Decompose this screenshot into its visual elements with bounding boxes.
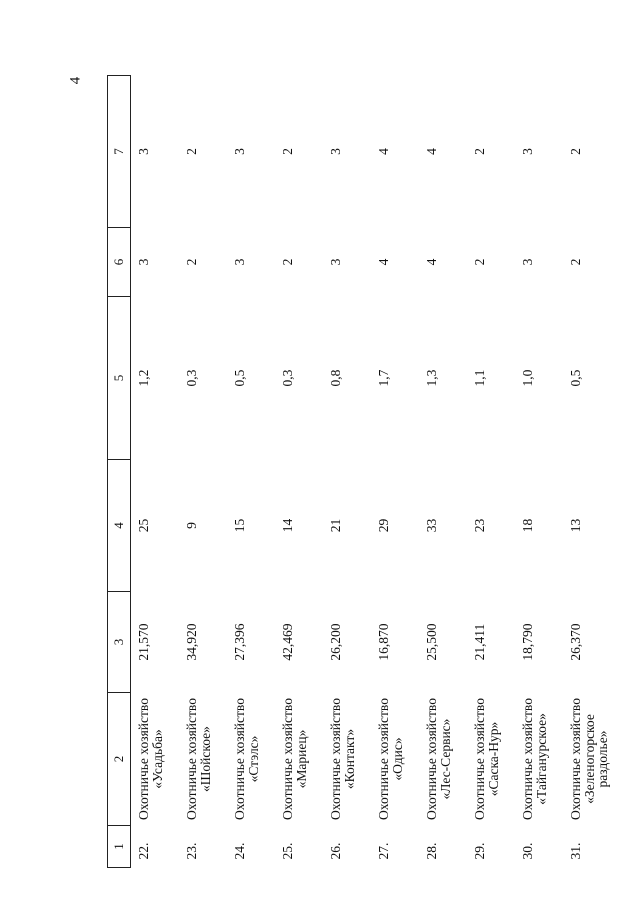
farm-name-line: Охотничье хозяйство [328, 698, 343, 820]
header-cell: 3 [108, 592, 131, 693]
farm-name-line: «Шойское» [197, 726, 213, 792]
farm-name-line: «Стэлс» [245, 735, 261, 783]
table-row [419, 76, 467, 868]
farm-name [569, 698, 610, 820]
table-row [323, 76, 371, 868]
farm-name-line: «Лес-Сервис» [437, 718, 453, 800]
header-cell: 4 [108, 460, 131, 592]
value-cell-c5: 1,7 [376, 369, 391, 387]
row-number: 31. [568, 842, 583, 860]
value-cell-c6: 3 [232, 258, 247, 266]
value-cell-c3: 25,500 [424, 623, 439, 661]
value-cell-c6: 3 [328, 258, 343, 266]
value-cell-c3: 16,870 [376, 623, 391, 661]
value-cell-c6: 3 [520, 258, 535, 266]
value-cell-c5: 1,1 [472, 369, 487, 387]
farm-name-line: «Одис» [389, 737, 405, 781]
value-cell-c7: 3 [328, 148, 343, 155]
row-number: 29. [472, 842, 487, 860]
farm-name [233, 698, 260, 820]
farm-name-line: Охотничье хозяйство [136, 698, 151, 820]
farm-name-cell [371, 693, 419, 826]
value-cell-c4: 14 [280, 518, 295, 533]
farm-name-line: Охотничье хозяйство [184, 698, 199, 820]
row-number: 27. [376, 842, 391, 860]
farm-name-line: «Усадьба» [149, 729, 165, 789]
value-cell-c5: 1,2 [136, 369, 151, 387]
value-cell-c3: 42,469 [280, 623, 295, 661]
header-cell: 7 [108, 76, 131, 228]
rotated-page [107, 76, 610, 868]
farm-name-line: Охотничье хозяйство [280, 698, 295, 820]
farm-name [377, 698, 404, 820]
value-cell-c6: 4 [424, 258, 439, 266]
farm-name-line: Охотничье хозяйство [568, 698, 583, 820]
farm-name [281, 698, 308, 820]
value-cell-c4: 13 [568, 518, 583, 533]
page-number: 4 [67, 76, 84, 85]
row-number: 28. [424, 842, 439, 860]
value-cell-c5: 1,0 [520, 369, 535, 387]
table-body [131, 76, 612, 868]
farm-name [329, 698, 356, 820]
header-cell: 2 [108, 693, 131, 826]
farm-name-cell [515, 693, 563, 826]
value-cell-c5: 0,3 [184, 369, 199, 387]
table-row [179, 76, 227, 868]
row-number: 24. [232, 842, 247, 860]
farm-name-cell [227, 693, 275, 826]
farm-name [473, 698, 500, 820]
farm-name-cell [419, 693, 467, 826]
farm-name-line: раздолье» [595, 730, 610, 788]
table-row [467, 76, 515, 868]
farm-name-line: Охотничье хозяйство [232, 698, 247, 820]
value-cell-c5: 0,3 [280, 369, 295, 387]
value-cell-c4: 29 [376, 518, 391, 533]
table-row [227, 76, 275, 868]
value-cell-c3: 26,370 [568, 623, 583, 661]
table-row [275, 76, 323, 868]
value-cell-c3: 21,570 [136, 623, 151, 661]
value-cell-c7: 2 [472, 148, 487, 155]
farm-name-line: «Саска-Нур» [485, 721, 501, 797]
header-row [108, 76, 131, 868]
farm-name-cell [563, 693, 611, 826]
header-cell: 6 [108, 228, 131, 297]
farm-name-line: Охотничье хозяйство [472, 698, 487, 820]
value-cell-c4: 9 [184, 522, 199, 529]
row-number: 22. [136, 842, 151, 860]
value-cell-c6: 2 [568, 258, 583, 266]
value-cell-c7: 2 [568, 148, 583, 155]
farm-name-line: «Контакт» [341, 728, 357, 790]
hunting-farms-table [107, 75, 611, 868]
value-cell-c7: 2 [184, 148, 199, 155]
farm-name-line: Охотничье хозяйство [424, 698, 439, 820]
row-number: 23. [184, 842, 199, 860]
value-cell-c3: 21,411 [472, 623, 487, 661]
value-cell-c4: 23 [472, 518, 487, 533]
table-row [131, 76, 180, 868]
farm-name-cell [467, 693, 515, 826]
value-cell-c5: 0,5 [568, 369, 583, 387]
value-cell-c3: 27,396 [232, 623, 247, 661]
value-cell-c4: 33 [424, 518, 439, 533]
value-cell-c3: 18,790 [520, 623, 535, 661]
value-cell-c4: 18 [520, 518, 535, 533]
farm-name-cell [275, 693, 323, 826]
row-number: 26. [328, 842, 343, 860]
value-cell-c6: 2 [280, 258, 295, 266]
value-cell-c6: 3 [136, 258, 151, 266]
value-cell-c7: 3 [136, 148, 151, 155]
farm-name-line: «Тайганурское» [533, 713, 549, 805]
farm-name [185, 698, 212, 820]
value-cell-c5: 1,3 [424, 369, 439, 387]
value-cell-c3: 34,920 [184, 623, 199, 661]
farm-name [137, 698, 164, 820]
value-cell-c6: 2 [472, 258, 487, 266]
farm-name-line: Охотничье хозяйство [520, 698, 535, 820]
value-cell-c4: 25 [136, 518, 151, 533]
row-number: 25. [280, 842, 295, 860]
table-row [515, 76, 563, 868]
value-cell-c5: 0,8 [328, 369, 343, 387]
value-cell-c7: 4 [424, 148, 439, 155]
header-cell: 5 [108, 297, 131, 460]
value-cell-c7: 3 [520, 148, 535, 155]
value-cell-c6: 2 [184, 258, 199, 266]
farm-name [425, 698, 452, 820]
table-row [563, 76, 611, 868]
farm-name-line: Охотничье хозяйство [376, 698, 391, 820]
farm-name-line: «Зеленогорское [581, 714, 597, 804]
value-cell-c7: 2 [280, 148, 295, 155]
value-cell-c6: 4 [376, 258, 391, 266]
value-cell-c3: 26,200 [328, 623, 343, 661]
farm-name-line: «Мариец» [293, 729, 309, 789]
row-number: 30. [520, 842, 535, 860]
farm-name-cell [131, 693, 180, 826]
header-cell: 1 [108, 826, 131, 868]
farm-name-cell [179, 693, 227, 826]
value-cell-c5: 0,5 [232, 369, 247, 387]
farm-name [521, 698, 548, 820]
table-row [371, 76, 419, 868]
value-cell-c4: 21 [328, 518, 343, 533]
farm-name-cell [323, 693, 371, 826]
value-cell-c4: 15 [232, 518, 247, 533]
value-cell-c7: 3 [232, 148, 247, 155]
value-cell-c7: 4 [376, 148, 391, 155]
